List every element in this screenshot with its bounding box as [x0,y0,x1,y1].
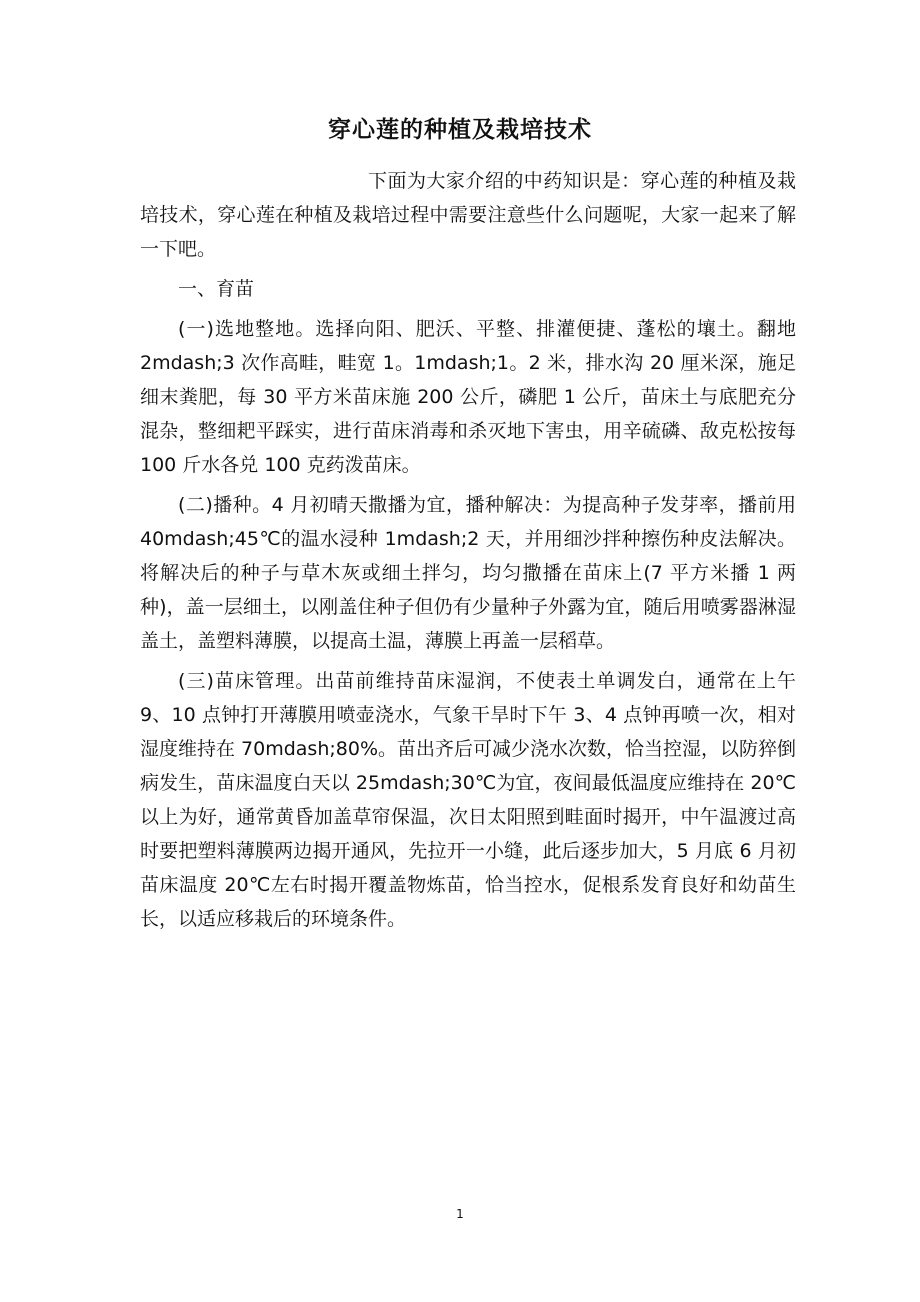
body-paragraph: (三)苗床管理。出苗前维持苗床湿润，不使表土单调发白，通常在上午 9、10 点钟打开薄膜用喷壶浇水，气象干旱时下午 3、4 点钟再喷一次，相对湿度维持在 70mdash;80%。苗出齐后可减少浇水次数，恰当控湿，以防猝倒病发生，苗床温度白天以 25mdash;30℃为宜，夜间最低温度应维持在 20℃以上为好，通常黄昏加盖草帘保温，次日太阳照到畦面时揭开，中午温渡过高时要把塑料薄膜两边揭开通风，先拉开一小缝，此后逐步加大，5 月底 6 月初苗床温度 20℃左右时揭开覆盖物炼苗，恰当控水，促根系发育良好和幼苗生长，以适应移栽后的环境条件。 [140,670,797,930]
document-body [140,164,796,942]
page-number: 1 [456,1207,464,1221]
document-title: 穿心莲的种植及栽培技术 [328,117,592,143]
body-paragraph: (二)播种。4 月初晴天撒播为宜，播种解决：为提高种子发芽率，播前用 40mdash;45℃的温水浸种 1mdash;2 天，并用细沙拌种擦伤种皮法解决。将解决后的种子与草木灰或细土拌匀，均匀撒播在苗床上(7 平方米播 1 两种)，盖一层细土，以刚盖住种子但仍有少量种子外露为宜，随后用喷雾器淋湿盖土，盖塑料薄膜，以提高土温，薄膜上再盖一层稻草。 [140,494,796,652]
section-heading: 一、育苗 [178,278,255,300]
intro-paragraph: 下面为大家介绍的中药知识是：穿心莲的种植及栽培技术，穿心莲在种植及栽培过程中需要注意些什么问题呢，大家一起来了解一下吧。 [140,170,796,260]
body-paragraph: (一)选地整地。选择向阳、肥沃、平整、排灌便捷、蓬松的壤土。翻地 2mdash;3 次作高畦，畦宽 1。1mdash;1。2 米，排水沟 20 厘米深，施足细末粪肥，每 30 平方米苗床施 200 公斤，磷肥 1 公斤，苗床土与底肥充分混杂，整细耙平踩实，进行苗床消毒和杀灭地下害虫，用辛硫磷、敌克松按每 100 斤水各兑 100 克药泼苗床。 [140,318,796,476]
